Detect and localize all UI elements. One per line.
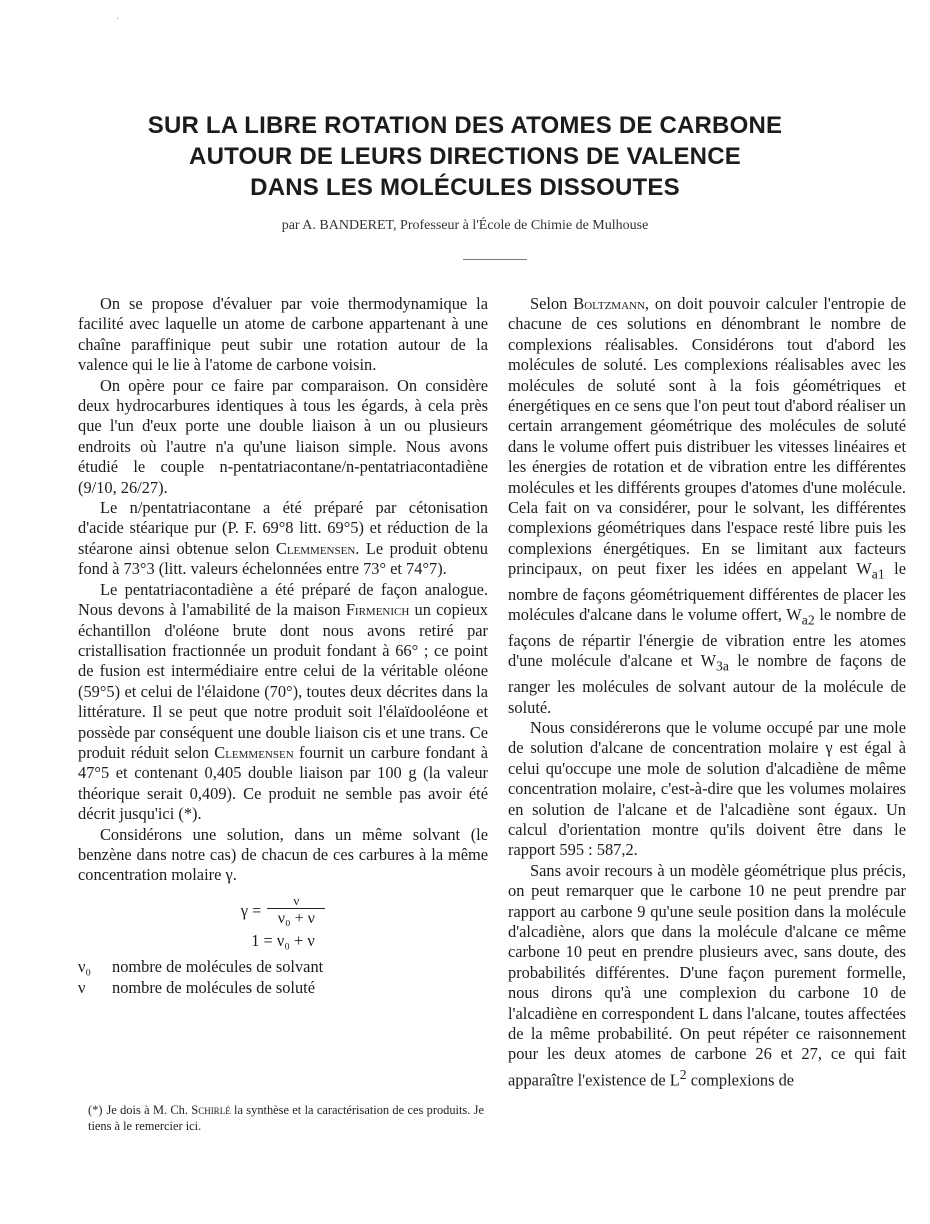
- formula-legend: [78, 957, 488, 998]
- left-column: [78, 294, 488, 1002]
- text-span: Le pentatriacontadiène a été préparé de façon analogue. Nous devons à l'amabilité de la maison: [78, 579, 488, 620]
- text-span: fournit un carbure fondant à 47°5 et contenant 0,405 double liaison par 100 g (la valeur théorique serait 0,409). Ce produit ne semble pas avoir été décrit jusqu'ici (*).: [78, 742, 488, 824]
- subscript: a2: [801, 612, 815, 628]
- paragraph-solution: Considérons une solution, dans un même solvant (le benzène dans notre cas) de chacun de ces carbures à la même concentration molaire γ.: [78, 824, 488, 885]
- text-span: Je dois à M. Ch.: [106, 1103, 192, 1117]
- right-column: [508, 294, 906, 1091]
- title-divider: [463, 259, 527, 260]
- article-title: [60, 110, 870, 203]
- formula-gamma: [78, 894, 488, 929]
- formula-denominator: ν₀ + ν: [277, 909, 315, 927]
- text-span: la synthèse et la caractérisation de ces produits. Je tiens à le remercier ici.: [88, 1103, 484, 1133]
- legend-row: [78, 957, 488, 977]
- paragraph-method: On opère pour ce faire par comparaison. On considère deux hydrocarbures identiques à tous les égards, à cela près que l'un d'eux porte une double liaison à un ou plusieurs endroits où l'autre n'a qu'une liaison simple. Nous avons étudié le couple n-pentatriacontane/n-pentatriacontadiène (9/10, 26/27).: [78, 375, 488, 497]
- paragraph-pentatriacontane: [78, 498, 488, 580]
- text-span: complexions de: [686, 1070, 795, 1090]
- formula-numerator: ν: [293, 892, 300, 908]
- text-span: le nombre de façons géométriquement différentes de placer les molécules d'alcane dans le volume offert, W: [508, 559, 906, 625]
- author-byline: par A. BANDERET, Professeur à l'École de Chimie de Mulhouse: [281, 218, 649, 233]
- formula-normalization: 1 = ν₀ + ν: [251, 930, 315, 950]
- author-name: Clemmensen: [214, 742, 294, 762]
- footnote: [88, 1102, 484, 1134]
- author-name: Boltzmann: [573, 294, 645, 313]
- title-line-2: AUTOUR DE LEURS DIRECTIONS DE VALENCE: [189, 143, 741, 170]
- text-span: Le n/pentatriacontane a été préparé par cétonisation d'acide stéarique pur (P. F. 69°8 litt. 69°5) et réduction de la stéarone ainsi obtenue selon: [78, 498, 488, 558]
- text-span: Sans avoir recours à un modèle géométrique plus précis, on peut remarquer que le carbone 10 ne peut prendre par rapport au carbone 9 qu'une seule position dans la molécule d'alcadiène, alors que dans la molécule d'alcane ce même carbone 10 peut en prendre plusieurs avec, sans doute, des probabilités différentes. D'une façon purement formelle, nous dirons qu'à une complexion du carbone 10 de l'alcadiène en correspondent L dans l'alcane, toutes affectées de la même probabilité. On peut répéter ce raisonnement pour les deux atomes de carbone 26 et 27, ce qui fait apparaître l'existence de L: [508, 860, 906, 1090]
- company-name: Firmenich: [345, 600, 410, 620]
- margin-mark: ': [117, 16, 119, 26]
- text-span: , on doit pouvoir calculer l'entropie de chacune de ces solutions en dénombrant le nombre de complexions réalisables. Considérons tout d'abord les molécules de soluté. Les complexions réalisables avec les molécules de soluté sont à la fois géométriques et énergétiques en ce sens que l'on peut tout d'abord réaliser un certain arrangement géométrique des molécules de soluté dans le volume offert puis distribuer les vitesses linéaires et les énergies de rotation et de vibration entre les différentes molécules et les différents groupes d'atomes d'une molécule. Cela fait on va considérer, pour le solvant, les différentes complexions géométriques dans l'espace resté libre puis les complexions énergétiques. En se limitant aux facteurs principaux, on peut fixer les idées en appelant W: [508, 294, 906, 579]
- legend-symbol: ν: [78, 977, 86, 997]
- legend-row: [78, 978, 488, 998]
- legend-definition: nombre de molécules de soluté: [112, 977, 316, 997]
- author-name: Schirlé: [191, 1103, 231, 1117]
- text-span: un copieux échantillon d'oléone brute dont nous avons retiré par cristallisation fractionnée un produit fondant à 66° ; ce point de fusion est intermédiaire entre celui de la véritable oléone (59°5) et celui de l'élaidone (70°), toutes deux décrites dans la littérature. Il se peut que notre produit soit l'élaïdooléone et possède par conséquent une double liaison cis et une trans. Ce produit réduit selon: [78, 600, 488, 762]
- footnote-mark: (*): [88, 1103, 103, 1117]
- paragraph-volume: Nous considérerons que le volume occupé par une mole de solution d'alcane de concentration molaire γ est égal à celui qu'occupe une mole de solution d'alcadiène de même concentration molaire, c'est-à-dire que les volumes molaires en solution de l'alcane et de l'alcadiène sont égaux. Un calcul d'orientation montre qu'ils doivent être dans le rapport 595 : 587,2.: [508, 717, 906, 860]
- title-line-3: DANS LES MOLÉCULES DISSOUTES: [250, 174, 680, 201]
- author-name: Clemmensen: [275, 538, 356, 558]
- formula-lhs: γ =: [240, 901, 262, 921]
- superscript: 2: [679, 1066, 687, 1082]
- paragraph-complexions: [508, 861, 906, 1091]
- paragraph-intro: On se propose d'évaluer par voie thermodynamique la facilité avec laquelle un atome de carbone appartenant à une chaîne paraffinique peut subir une rotation autour de la valence qui le lie à l'atome de carbone voisin.: [78, 294, 488, 375]
- paragraph-boltzmann: [508, 294, 906, 718]
- text-span: Selon: [530, 294, 574, 313]
- text-span: . Le produit obtenu fond à 73°3 (litt. valeurs échelonnées entre 73° et 74°7).: [78, 538, 489, 579]
- text-span: le nombre de façons de ranger les molécules de solvant autour de la molécule de soluté.: [508, 651, 906, 717]
- concentration-formula: [78, 894, 488, 998]
- legend-definition: nombre de molécules de solvant: [112, 957, 324, 977]
- subscript: 3a: [716, 658, 729, 674]
- subscript: a1: [871, 566, 885, 582]
- legend-symbol: ν₀: [78, 957, 92, 977]
- paragraph-pentatriacontadiene: [78, 580, 488, 825]
- formula-fraction: [267, 894, 325, 929]
- text-span: le nombre de façons de répartir l'énergie de vibration entre les atomes d'une molécule d'alcane et W: [508, 605, 906, 671]
- title-line-1: SUR LA LIBRE ROTATION DES ATOMES DE CARBONE: [147, 112, 783, 139]
